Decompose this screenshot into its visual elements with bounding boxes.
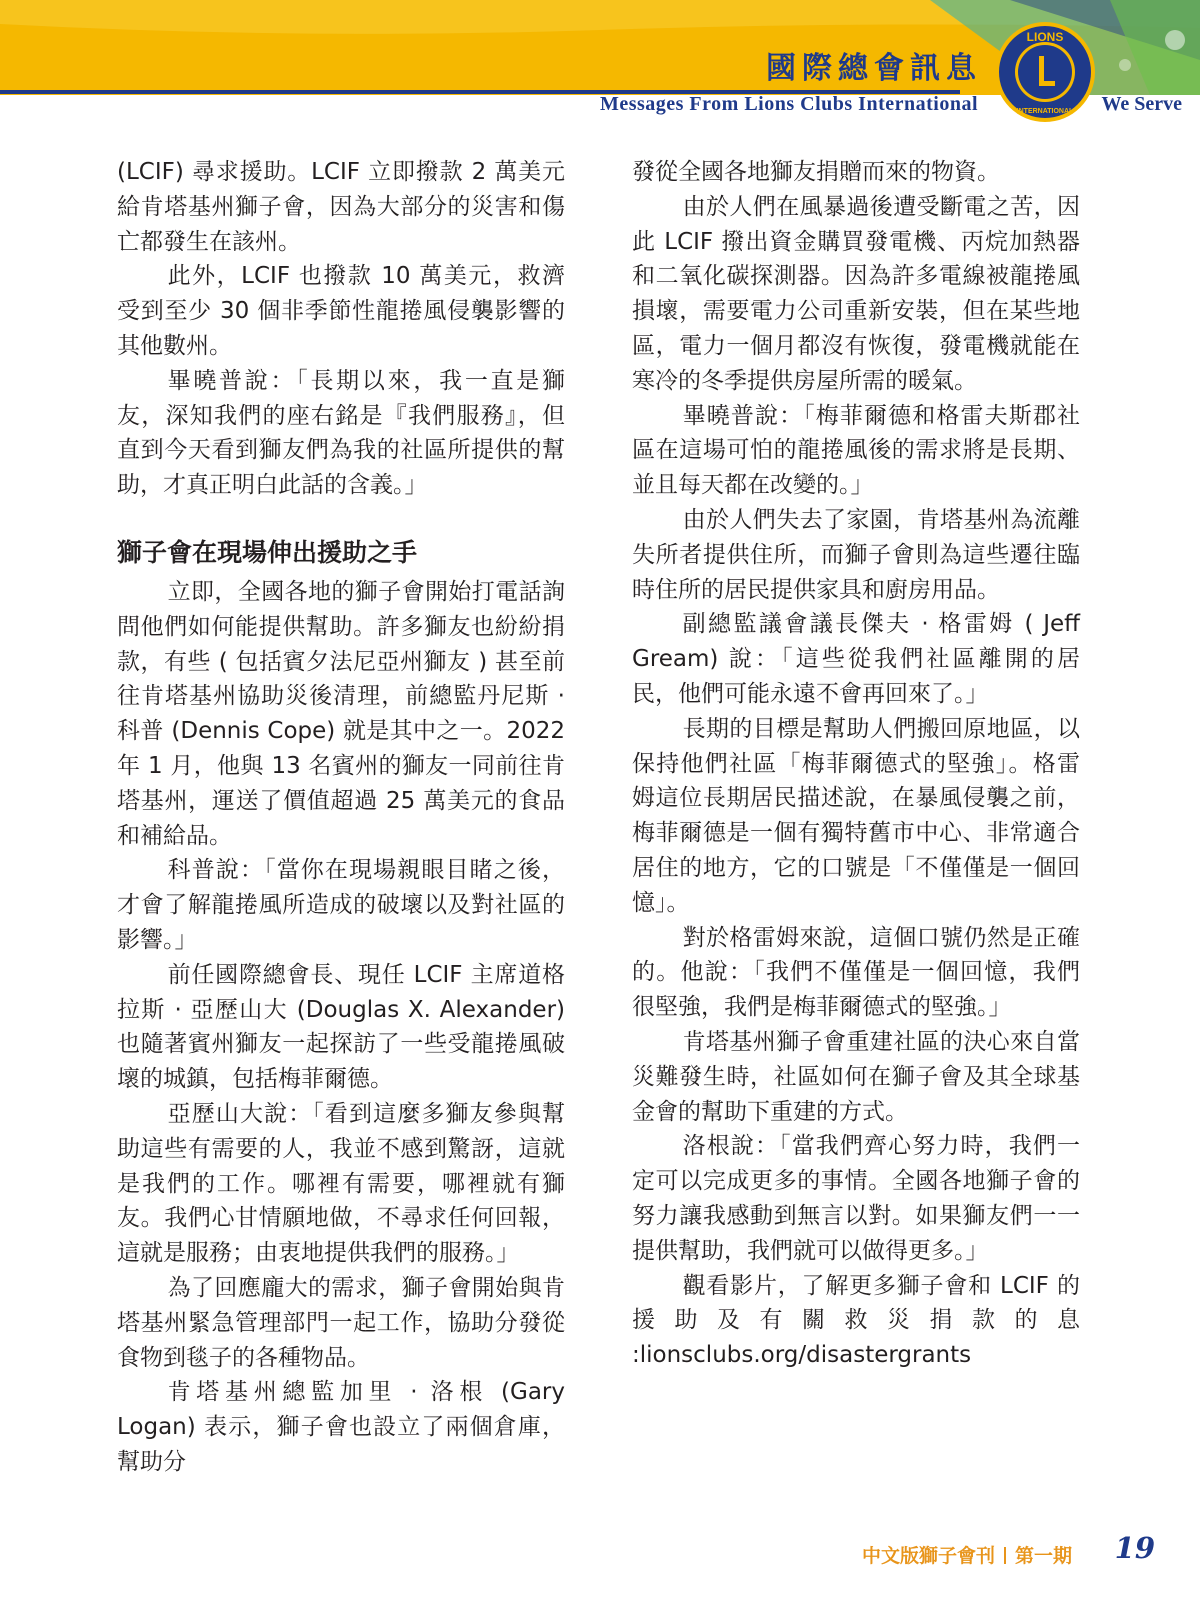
article-paragraph: 畢曉普說：「長期以來，我一直是獅友，深知我們的座右銘是『我們服務』，但直到今天看到獅友們為我的社區所提供的幫助，才真正明白此話的含義。」 (117, 367, 565, 499)
article-paragraph: 畢曉普說：「梅菲爾德和格雷夫斯郡社區在這場可怕的龍捲風後的需求將是長期、並且每天都在改變的。」 (632, 402, 1080, 499)
section-title-en: Messages From Lions Clubs International (599, 93, 978, 115)
article-paragraph: 前任國際總會長、現任 LCIF 主席道格拉斯 · 亞歷山大 (Douglas X. Alexander) 也隨著賓州獅友一起探訪了一些受龍捲風破壞的城鎮，包括梅菲爾德。 (117, 961, 565, 1093)
article-paragraph: 洛根說：「當我們齊心努力時，我們一定可以完成更多的事情。全國各地獅子會的努力讓我感動到無言以對。如果獅友們一一提供幫助，我們就可以做得更多。」 (632, 1133, 1080, 1264)
logo-bottom-text: INTERNATIONAL (1016, 108, 1074, 115)
article-paragraph: 立即，全國各地的獅子會開始打電話詢問他們如何能提供幫助。許多獅友也紛紛捐款，有些 ( 包括賓夕法尼亞州獅友 ) 甚至前往肯塔基州協助災後清理，前總監丹尼斯 · 科普 (Dennis Cope) 就是其中之一。2022 年 1 月，他與 13 名賓州的獅友一同前往肯塔基州，運送了價值超過 25 萬美元的食品和補給品。 (117, 578, 565, 849)
article-paragraph: 為了回應龐大的需求，獅子會開始與肯塔基州緊急管理部門一起工作，協助分發從食物到毯子的各種物品。 (117, 1274, 565, 1371)
page-number: 19 (1114, 1531, 1155, 1565)
article-paragraph: (LCIF) 尋求援助。LCIF 立即撥款 2 萬美元給肯塔基州獅子會，因為大部分的災害和傷亡都發生在該州。 (117, 159, 565, 255)
article-column-left (117, 155, 565, 1480)
article-paragraph: 科普說：「當你在現場親眼目睹之後，才會了解龍捲風所造成的破壞以及對社區的影響。」 (117, 857, 565, 953)
article-paragraph: 長期的目標是幫助人們搬回原地區，以保持他們社區「梅菲爾德式的堅強」。格雷姆這位長期居民描述說，在暴風侵襲之前，梅菲爾德是一個有獨特舊市中心、非常適合居住的地方，它的口號是「不僅僅是一個回憶」。 (632, 715, 1080, 916)
article-paragraph: 觀看影片，了解更多獅子會和 LCIF 的援助及有關救災捐款的息 :lionsclubs.org/disastergrants (632, 1272, 1080, 1369)
article-column-right (632, 155, 1080, 1373)
article-paragraph: 由於人們失去了家園，肯塔基州為流離失所者提供住所，而獅子會則為這些遷往臨時住所的居民提供家具和廚房用品。 (632, 506, 1080, 603)
article-paragraph: 由於人們在風暴過後遭受斷電之苦，因此 LCIF 撥出資金購買發電機、丙烷加熱器和二氧化碳探測器。因為許多電線被龍捲風損壞，需要電力公司重新安裝，但在某些地區，電力一個月都沒有恢復，發電機就能在寒冷的冬季提供房屋所需的暖氣。 (632, 193, 1080, 394)
article-paragraph: 肯塔基州獅子會重建社區的決心來自當災難發生時，社區如何在獅子會及其全球基金會的幫助下重建的方式。 (632, 1028, 1080, 1125)
section-title-zh: 國際總會訊息 (766, 51, 982, 86)
article-paragraph: 對於格雷姆來說，這個口號仍然是正確的。他說：「我們不僅僅是一個回憶，我們很堅強，我們是梅菲爾德式的堅強。」 (632, 924, 1080, 1021)
lions-logo-icon (993, 20, 1097, 124)
slogan: We Serve (1101, 93, 1182, 115)
issue-label: 第一期 (1014, 1545, 1072, 1567)
article-paragraph: 發從全國各地獅友捐贈而來的物資。 (632, 159, 1000, 185)
article-paragraph: 此外，LCIF 也撥款 10 萬美元，救濟受到至少 30 個非季節性龍捲風侵襲影響的其他數州。 (117, 263, 565, 359)
article-paragraph: 肯塔基州總監加里 · 洛根 (Gary Logan) 表示，獅子會也設立了兩個倉庫，幫助分 (117, 1379, 565, 1475)
logo-top-text: LIONS (1026, 30, 1064, 44)
section-heading: 獅子會在現場伸出援助之手 (117, 537, 418, 567)
article-paragraph: 亞歷山大說：「看到這麼多獅友參與幫助這些有需要的人，我並不感到驚訝，這就是我們的工作。哪裡有需要，哪裡就有獅友。我們心甘情願地做，不尋求任何回報，這就是服務；由衷地提供我們的服務。」 (117, 1100, 565, 1267)
article-paragraph: 副總監議會議長傑夫 · 格雷姆 ( Jeff Gream) 說：「這些從我們社區離開的居民，他們可能永遠不會再回來了。」 (632, 611, 1080, 707)
footer-publication (862, 1541, 1072, 1568)
footer-separator (1004, 1547, 1006, 1564)
publication-name: 中文版獅子會刊 (861, 1545, 995, 1567)
